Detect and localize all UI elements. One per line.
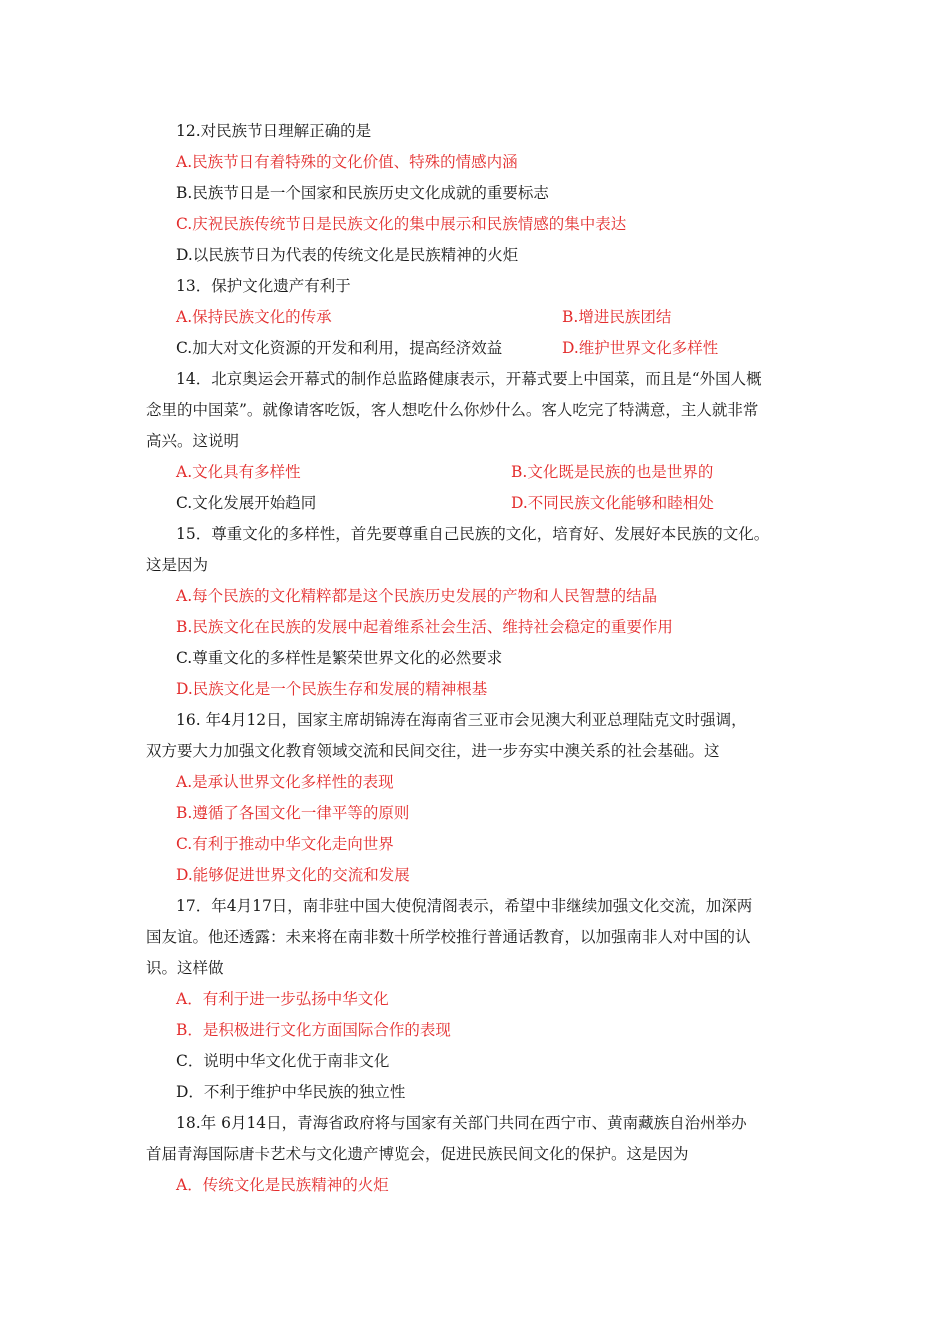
question-13-stem: 13．保护文化遗产有利于	[176, 277, 351, 295]
question-15-option-b: B.民族文化在民族的发展中起着维系社会生活、维持社会稳定的重要作用	[176, 618, 673, 636]
question-12-option-b: B.民族节日是一个国家和民族历史文化成就的重要标志	[176, 184, 549, 202]
question-17-stem-line-2: 国友谊。他还透露：未来将在南非数十所学校推行普通话教育，以加强南非人对中国的认	[146, 928, 751, 946]
question-14-options-row-2	[0, 488, 950, 519]
question-13-option-a: A.保持民族文化的传承	[176, 308, 332, 326]
question-14-option-b: B.文化既是民族的也是世界的	[511, 463, 714, 481]
question-16-option-a: A.是承认世界文化多样性的表现	[176, 773, 394, 791]
question-14-option-d: D.不同民族文化能够和睦相处	[511, 494, 714, 512]
question-15-stem-line-1: 15．尊重文化的多样性，首先要尊重自己民族的文化，培育好、发展好本民族的文化。	[176, 525, 770, 543]
question-12-option-a: A.民族节日有着特殊的文化价值、特殊的情感内涵	[176, 153, 518, 171]
question-17-stem-line-3: 识。这样做	[146, 959, 224, 977]
question-18-option-a: A．传统文化是民族精神的火炬	[176, 1176, 389, 1194]
question-16-option-b: B.遵循了各国文化一律平等的原则	[176, 804, 410, 822]
question-18-stem-line-1: 18.年 6月14日，青海省政府将与国家有关部门共同在西宁市、黄南藏族自治州举办	[176, 1114, 747, 1132]
question-18-stem-line-2: 首届青海国际唐卡艺术与文化遗产博览会，促进民族民间文化的保护。这是因为	[146, 1145, 689, 1163]
question-14-option-a: A.文化具有多样性	[176, 463, 301, 481]
question-16-stem-line-2: 双方要大力加强文化教育领域交流和民间交往，进一步夯实中澳关系的社会基础。这	[146, 742, 720, 760]
question-15-option-c: C.尊重文化的多样性是繁荣世界文化的必然要求	[176, 649, 503, 667]
question-15-option-d: D.民族文化是一个民族生存和发展的精神根基	[176, 680, 488, 698]
question-13-option-d: D.维护世界文化多样性	[562, 339, 719, 357]
question-12-stem: 12.对民族节日理解正确的是	[176, 122, 372, 140]
question-17-option-a: A．有利于进一步弘扬中华文化	[176, 990, 389, 1008]
question-17-stem-line-1: 17．年4月17日，南非驻中国大使倪清阁表示，希望中非继续加强文化交流，加深两	[176, 897, 753, 915]
question-14-stem-line-3: 高兴。这说明	[146, 432, 240, 450]
question-17-option-d: D．不利于维护中华民族的独立性	[176, 1083, 406, 1101]
exam-document	[0, 116, 950, 1201]
question-13-option-b: B.增进民族团结	[562, 308, 672, 326]
question-16-option-c: C.有利于推动中华文化走向世界	[176, 835, 394, 853]
question-15-stem-line-2: 这是因为	[146, 556, 209, 574]
question-14-option-c: C.文化发展开始趋同	[176, 494, 317, 512]
question-17-option-c: C．说明中华文化优于南非文化	[176, 1052, 390, 1070]
question-12-option-c: C.庆祝民族传统节日是民族文化的集中展示和民族情感的集中表达	[176, 215, 627, 233]
question-17-option-b: B．是积极进行文化方面国际合作的表现	[176, 1021, 451, 1039]
question-16-option-d: D.能够促进世界文化的交流和发展	[176, 866, 410, 884]
question-13-options-row-2	[0, 333, 950, 364]
question-16-stem-line-1: 16. 年4月12日，国家主席胡锦涛在海南省三亚市会见澳大利亚总理陆克文时强调，	[176, 711, 747, 729]
question-13-options-row-1	[0, 302, 950, 333]
question-14-stem-line-1: 14．北京奥运会开幕式的制作总监路健康表示，开幕式要上中国菜，而且是“外国人概	[176, 370, 762, 388]
question-14-options-row-1	[0, 457, 950, 488]
question-14-stem-line-2: 念里的中国菜”。就像请客吃饭，客人想吃什么你炒什么。客人吃完了特满意，主人就非常	[146, 401, 759, 419]
question-13-option-c: C.加大对文化资源的开发和利用，提高经济效益	[176, 339, 503, 357]
question-15-option-a: A.每个民族的文化精粹都是这个民族历史发展的产物和人民智慧的结晶	[176, 587, 658, 605]
question-12-option-d: D.以民族节日为代表的传统文化是民族精神的火炬	[176, 246, 519, 264]
